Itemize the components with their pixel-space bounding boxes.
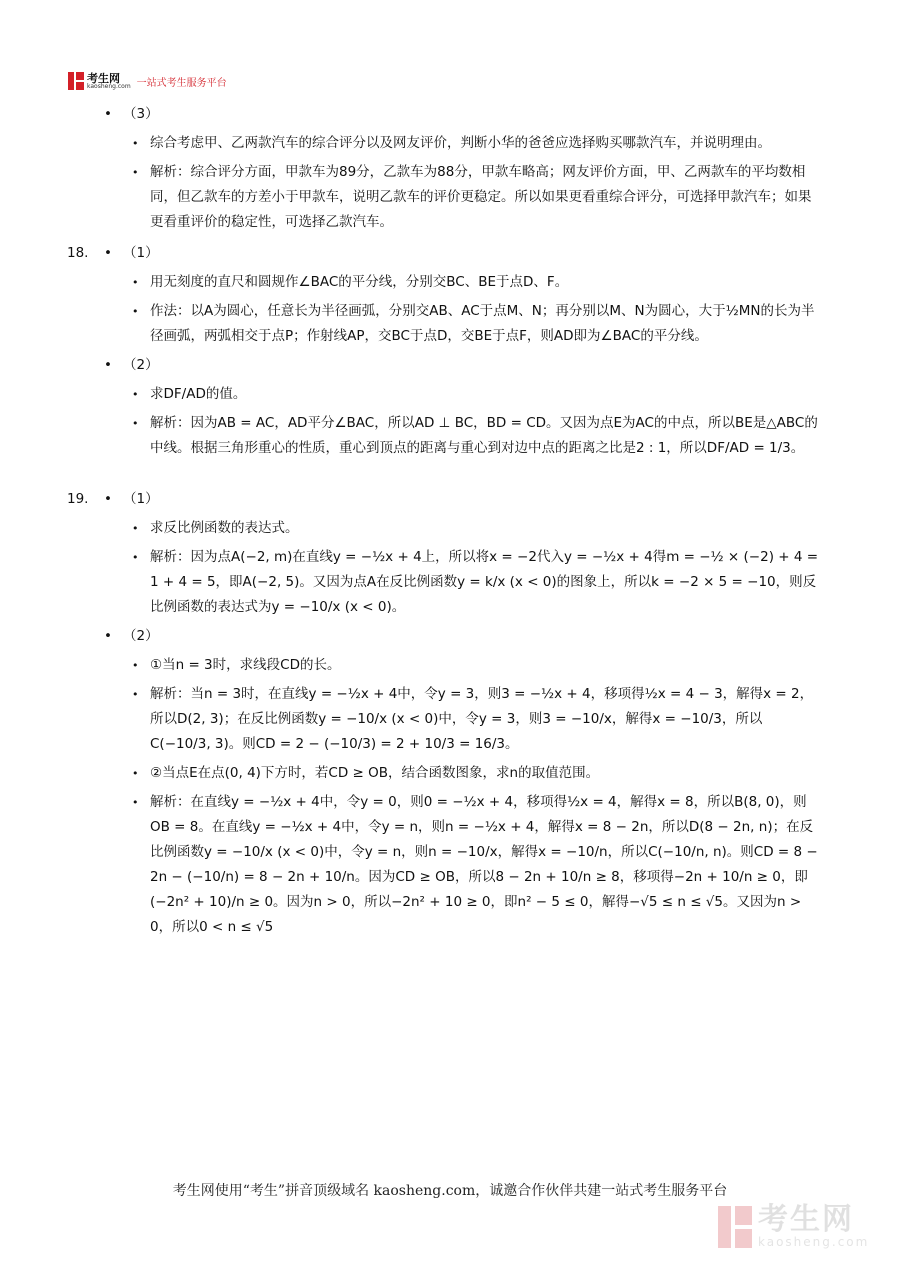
- question-19: [60, 487, 820, 940]
- watermark-domain: kaosheng.com: [758, 1235, 870, 1249]
- part-label: • （2）: [60, 624, 820, 649]
- logo-domain: kaosheng.com: [87, 82, 131, 90]
- watermark-icon: [718, 1206, 752, 1248]
- question-number: 18.: [67, 245, 89, 261]
- part-label: • （3）: [60, 102, 820, 127]
- part-label: • （2）: [60, 353, 820, 378]
- solution-text: • 作法：以A为圆心，任意长为半径画弧，分别交AB、AC于点M、N；再分别以M、N为圆心，大于½MN的长为半径画弧，两弧相交于点P；作射线AP，交BC于点D，交BE于点F，则AD即为∠BAC的平分线。: [60, 299, 820, 349]
- document-body: [60, 98, 820, 940]
- part-label: • （1）: [60, 487, 820, 512]
- question-text: • ②当点E在点(0, 4)下方时，若CD ≥ OB，结合函数图象，求n的取值范围。: [60, 761, 820, 786]
- solution-text: • 解析：因为点A(−2, m)在直线y = −½x + 4上，所以将x = −2代入y = −½x + 4得m = −½ × (−2) + 4 = 1 + 4 = 5，即A(−2, 5)。又因为点A在反比例函数y = k/x (x < 0)的图象上，所以k = −2 × 5 = −10，则反比例函数的表达式为y = −10/x (x < 0)。: [60, 545, 820, 620]
- question-text: • ①当n = 3时，求线段CD的长。: [60, 653, 820, 678]
- header-slogan: 一站式考生服务平台: [136, 77, 227, 89]
- solution-text: • 解析：综合评分方面，甲款车为89分，乙款车为88分，甲款车略高；网友评价方面，甲、乙两款车的平均数相同，但乙款车的方差小于甲款车，说明乙款车的评价更稳定。所以如果更看重综合评分，可选择甲款汽车；如果更看重评价的稳定性，可选择乙款汽车。: [60, 160, 820, 235]
- logo-name: 考生网: [87, 71, 120, 85]
- solution-text: • 解析：因为AB = AC，AD平分∠BAC，所以AD ⊥ BC，BD = CD。又因为点E为AC的中点，所以BE是△ABC的中线。根据三角形重心的性质，重心到顶点的距离与重心到对边中点的距离之比是2 : 1，所以DF/AD = 1/3。: [60, 411, 820, 461]
- logo-icon: [68, 72, 84, 90]
- question-18: [60, 241, 820, 461]
- solution-text: • 解析：当n = 3时，在直线y = −½x + 4中，令y = 3，则3 = −½x + 4，移项得½x = 4 − 3，解得x = 2，所以D(2, 3)；在反比例函数y = −10/x (x < 0)中，令y = 3，则3 = −10/x，解得x = −10/3，所以C(−10/3, 3)。则CD = 2 − (−10/3) = 2 + 10/3 = 16/3。: [60, 682, 820, 757]
- watermark-logo: [718, 1202, 870, 1249]
- watermark-name: 考生网: [758, 1202, 854, 1237]
- question-text: • 求DF/AD的值。: [60, 382, 820, 407]
- question-17-part-3: [60, 102, 820, 235]
- solution-text: • 解析：在直线y = −½x + 4中，令y = 0，则0 = −½x + 4，移项得½x = 4，解得x = 8，所以B(8, 0)，则OB = 8。在直线y = −½x + 4中，令y = n，则n = −½x + 4，解得x = 8 − 2n，所以D(8 − 2n, n)；在反比例函数y = −10/x (x < 0)中，令y = n，则n = −10/x，解得x = −10/n，所以C(−10/n, n)。则CD = 8 − 2n − (−10/n) = 8 − 2n + 10/n。因为CD ≥ OB，所以8 − 2n + 10/n ≥ 8，移项得−2n + 10/n ≥ 0，即(−2n² + 10)/n ≥ 0。因为n > 0，所以−2n² + 10 ≥ 0，即n² − 5 ≤ 0，解得−√5 ≤ n ≤ √5。又因为n > 0，所以0 < n ≤ √5: [60, 790, 820, 940]
- footer-text: 考生网使用“考生”拼音顶级域名 kaosheng.com，诚邀合作伙伴共建一站式考生服务平台: [172, 1183, 728, 1199]
- question-number: 19.: [67, 491, 89, 507]
- question-text: • 求反比例函数的表达式。: [60, 516, 820, 541]
- question-text: • 用无刻度的直尺和圆规作∠BAC的平分线，分别交BC、BE于点D、F。: [60, 270, 820, 295]
- part-label: • （1）: [60, 241, 820, 266]
- site-logo: [68, 72, 227, 90]
- question-text: • 综合考虑甲、乙两款汽车的综合评分以及网友评价，判断小华的爸爸应选择购买哪款汽车，并说明理由。: [60, 131, 820, 156]
